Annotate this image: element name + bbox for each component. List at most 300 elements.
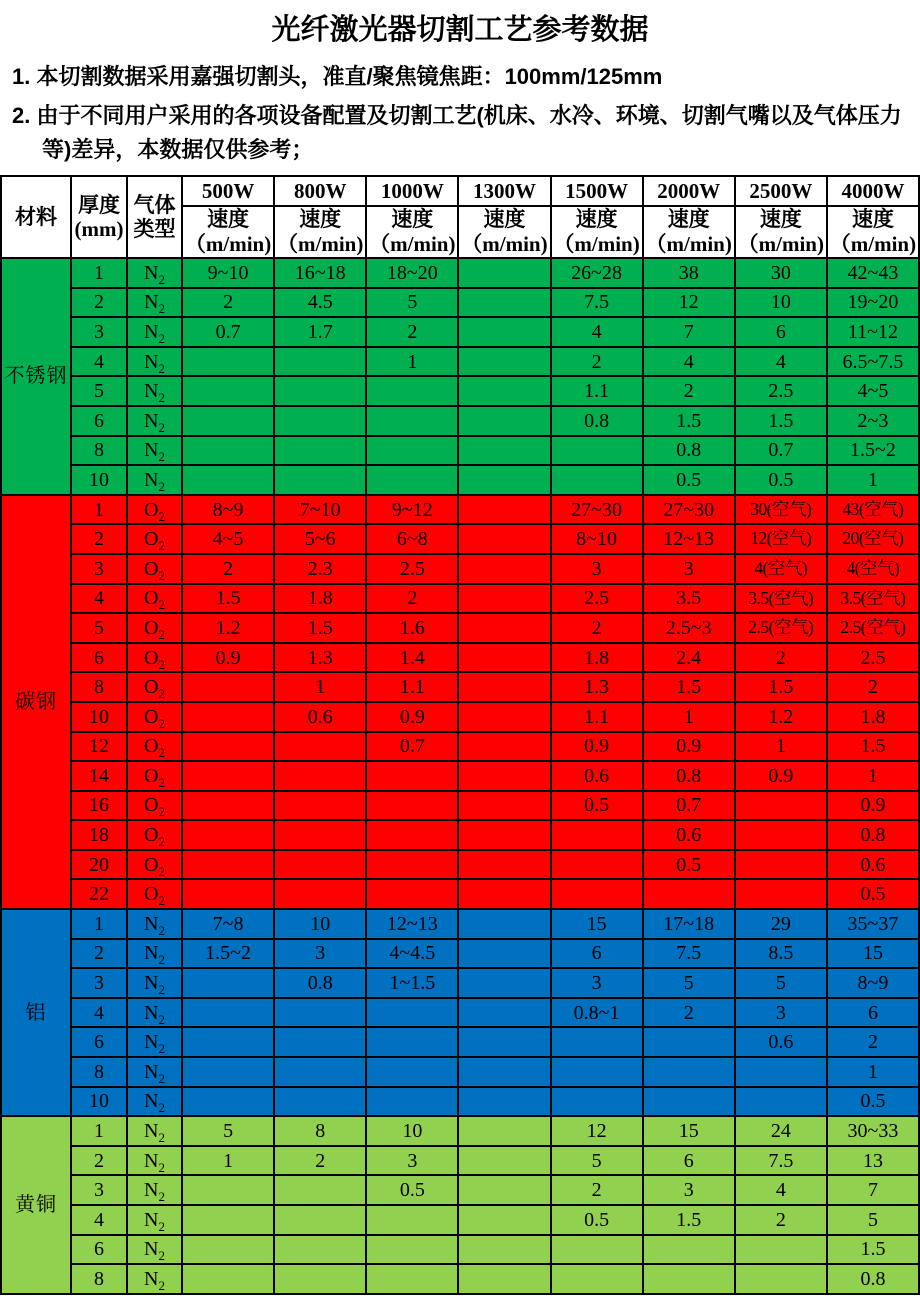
speed-cell: 1.7 — [274, 317, 366, 347]
thickness-cell: 1 — [71, 909, 127, 939]
note-item: 1. 本切割数据采用嘉强切割头，准直/聚焦镜焦距：100mm/125mm — [12, 64, 663, 89]
speed-cell: 0.6 — [827, 850, 919, 880]
material-cell: 黄铜 — [1, 1116, 71, 1294]
speed-cell: 0.8 — [551, 406, 643, 436]
speed-cell — [274, 1175, 366, 1205]
gas-cell: $O_2$ — [127, 850, 182, 880]
speed-cell — [551, 465, 643, 495]
speed-cell — [274, 820, 366, 850]
speed-cell: 17~18 — [643, 909, 735, 939]
speed-cell: 8~9 — [182, 495, 274, 525]
speed-cell — [458, 406, 550, 436]
speed-cell — [643, 1087, 735, 1117]
speed-cell: 2 — [274, 1146, 366, 1176]
speed-cell: 0.7 — [366, 732, 458, 762]
speed-cell: 9~10 — [182, 258, 274, 288]
speed-cell: 1 — [274, 672, 366, 702]
speed-cell — [551, 820, 643, 850]
table-row — [1, 1027, 919, 1057]
speed-cell: 5~6 — [274, 524, 366, 554]
table-row — [1, 909, 919, 939]
speed-cell — [458, 1116, 550, 1146]
speed-header: 速度 （m/min) — [182, 206, 274, 258]
gas-cell: $N_2$ — [127, 288, 182, 318]
speed-cell: 35~37 — [827, 909, 919, 939]
thickness-cell: 5 — [71, 613, 127, 643]
thickness-cell: 3 — [71, 317, 127, 347]
speed-cell: 0.6 — [643, 820, 735, 850]
gas-cell: $O_2$ — [127, 820, 182, 850]
speed-cell: 5 — [182, 1116, 274, 1146]
speed-cell: 30~33 — [827, 1116, 919, 1146]
speed-cell — [458, 939, 550, 969]
speed-cell: 0.5 — [827, 879, 919, 909]
speed-cell: 38 — [643, 258, 735, 288]
speed-cell: 3.5(空气) — [827, 584, 919, 614]
speed-cell — [458, 1235, 550, 1265]
speed-cell — [735, 820, 827, 850]
speed-cell — [458, 1027, 550, 1057]
speed-cell: 0.9 — [827, 791, 919, 821]
power-header-2000w: 2000W — [643, 176, 735, 206]
speed-cell: 1.2 — [182, 613, 274, 643]
speed-cell: 16~18 — [274, 258, 366, 288]
speed-header: 速度 （m/min) — [458, 206, 550, 258]
speed-cell — [182, 732, 274, 762]
speed-cell — [458, 879, 550, 909]
speed-cell — [274, 791, 366, 821]
speed-cell: 10 — [366, 1116, 458, 1146]
speed-cell — [551, 850, 643, 880]
speed-cell: 1.5 — [827, 732, 919, 762]
speed-cell — [458, 258, 550, 288]
thickness-cell: 6 — [71, 643, 127, 673]
table-row — [1, 761, 919, 791]
speed-cell: 6 — [735, 317, 827, 347]
speed-cell: 4~4.5 — [366, 939, 458, 969]
speed-cell: 1.6 — [366, 613, 458, 643]
speed-cell: 6 — [551, 939, 643, 969]
power-header-1500w: 1500W — [551, 176, 643, 206]
speed-cell: 1 — [827, 465, 919, 495]
speed-cell — [551, 1264, 643, 1294]
table-row — [1, 1175, 919, 1205]
speed-cell: 6.5~7.5 — [827, 347, 919, 377]
thickness-cell: 8 — [71, 436, 127, 466]
speed-cell — [458, 495, 550, 525]
speed-cell — [182, 968, 274, 998]
speed-cell: 0.5 — [366, 1175, 458, 1205]
speed-cell: 0.6 — [735, 1027, 827, 1057]
table-row — [1, 554, 919, 584]
speed-cell — [366, 850, 458, 880]
speed-cell — [458, 347, 550, 377]
speed-header: 速度 （m/min) — [643, 206, 735, 258]
speed-cell — [458, 702, 550, 732]
speed-cell: 42~43 — [827, 258, 919, 288]
speed-cell — [182, 702, 274, 732]
speed-cell — [366, 820, 458, 850]
speed-cell — [366, 998, 458, 1028]
speed-cell: 2 — [551, 1175, 643, 1205]
thickness-cell: 10 — [71, 1087, 127, 1117]
speed-cell: 4(空气) — [735, 554, 827, 584]
speed-cell — [551, 1027, 643, 1057]
speed-cell: 30 — [735, 258, 827, 288]
speed-cell — [182, 879, 274, 909]
thickness-cell: 18 — [71, 820, 127, 850]
speed-cell — [643, 879, 735, 909]
table-row — [1, 258, 919, 288]
thickness-cell: 2 — [71, 524, 127, 554]
speed-cell — [274, 1264, 366, 1294]
gas-cell: $N_2$ — [127, 1087, 182, 1117]
table-row — [1, 820, 919, 850]
speed-cell: 8~9 — [827, 968, 919, 998]
speed-cell: 12(空气) — [735, 524, 827, 554]
thickness-cell: 5 — [71, 376, 127, 406]
gas-cell: $O_2$ — [127, 732, 182, 762]
table-row — [1, 850, 919, 880]
speed-cell: 1~1.5 — [366, 968, 458, 998]
thickness-cell: 10 — [71, 702, 127, 732]
speed-cell: 1.5 — [827, 1235, 919, 1265]
gas-cell: $N_2$ — [127, 968, 182, 998]
speed-cell: 4~5 — [827, 376, 919, 406]
gas-cell: $O_2$ — [127, 495, 182, 525]
gas-cell: $N_2$ — [127, 998, 182, 1028]
thickness-cell: 4 — [71, 1205, 127, 1235]
speed-cell: 1.5 — [643, 1205, 735, 1235]
speed-cell: 6 — [827, 998, 919, 1028]
speed-cell: 9~12 — [366, 495, 458, 525]
speed-cell — [458, 850, 550, 880]
speed-cell: 7.5 — [551, 288, 643, 318]
gas-cell: $O_2$ — [127, 554, 182, 584]
speed-cell — [458, 584, 550, 614]
speed-cell — [643, 1057, 735, 1087]
gas-cell: $N_2$ — [127, 939, 182, 969]
speed-cell: 1.8 — [551, 643, 643, 673]
speed-cell: 43(空气) — [827, 495, 919, 525]
speed-cell — [182, 850, 274, 880]
table-row — [1, 1264, 919, 1294]
speed-cell: 5 — [551, 1146, 643, 1176]
speed-cell — [735, 879, 827, 909]
speed-cell: 2.5(空气) — [827, 613, 919, 643]
speed-cell: 1.5 — [735, 406, 827, 436]
speed-cell: 7.5 — [643, 939, 735, 969]
speed-cell — [366, 1027, 458, 1057]
speed-cell: 7.5 — [735, 1146, 827, 1176]
speed-cell: 0.5 — [551, 791, 643, 821]
table-row — [1, 879, 919, 909]
speed-cell: 2 — [827, 1027, 919, 1057]
gas-cell: $N_2$ — [127, 465, 182, 495]
speed-cell: 1.3 — [274, 643, 366, 673]
speed-cell: 7 — [827, 1175, 919, 1205]
speed-cell — [551, 436, 643, 466]
speed-cell: 12 — [551, 1116, 643, 1146]
table-row — [1, 288, 919, 318]
speed-cell: 3 — [735, 998, 827, 1028]
speed-cell: 24 — [735, 1116, 827, 1146]
gas-cell: $O_2$ — [127, 879, 182, 909]
gas-cell: $N_2$ — [127, 376, 182, 406]
speed-cell: 2~3 — [827, 406, 919, 436]
speed-cell: 1 — [827, 1057, 919, 1087]
speed-cell — [458, 968, 550, 998]
gas-cell: $O_2$ — [127, 672, 182, 702]
speed-cell: 1.5 — [182, 584, 274, 614]
speed-cell: 18~20 — [366, 258, 458, 288]
speed-cell — [458, 1264, 550, 1294]
speed-cell — [643, 1235, 735, 1265]
speed-cell — [458, 820, 550, 850]
speed-cell: 1.5 — [274, 613, 366, 643]
page-title: 光纤激光器切割工艺参考数据 — [271, 14, 649, 46]
power-header-4000w: 4000W — [827, 176, 919, 206]
speed-cell — [182, 406, 274, 436]
thickness-cell: 1 — [71, 258, 127, 288]
thickness-cell: 12 — [71, 732, 127, 762]
table-row — [1, 998, 919, 1028]
speed-cell — [458, 554, 550, 584]
speed-cell: 4 — [551, 317, 643, 347]
speed-cell — [182, 376, 274, 406]
speed-cell: 12~13 — [366, 909, 458, 939]
speed-cell — [458, 1205, 550, 1235]
speed-cell — [458, 524, 550, 554]
thickness-cell: 20 — [71, 850, 127, 880]
thickness-header: 厚度 (mm) — [71, 176, 127, 258]
speed-cell: 4 — [643, 347, 735, 377]
speed-header: 速度 （m/min) — [366, 206, 458, 258]
gas-cell: $O_2$ — [127, 643, 182, 673]
table-row — [1, 613, 919, 643]
speed-cell — [182, 761, 274, 791]
speed-cell: 1.1 — [366, 672, 458, 702]
speed-cell: 2.4 — [643, 643, 735, 673]
table-row — [1, 939, 919, 969]
speed-cell — [458, 465, 550, 495]
gas-cell: $N_2$ — [127, 1146, 182, 1176]
speed-cell: 12 — [643, 288, 735, 318]
speed-cell: 2 — [366, 317, 458, 347]
speed-cell — [274, 347, 366, 377]
speed-cell — [458, 613, 550, 643]
speed-cell — [735, 791, 827, 821]
speed-cell — [274, 761, 366, 791]
speed-cell: 0.6 — [551, 761, 643, 791]
table-row — [1, 791, 919, 821]
speed-cell: 1.4 — [366, 643, 458, 673]
speed-cell: 0.8 — [827, 1264, 919, 1294]
speed-cell — [458, 436, 550, 466]
speed-cell — [274, 465, 366, 495]
speed-cell: 2 — [182, 554, 274, 584]
speed-cell: 2 — [643, 376, 735, 406]
speed-cell — [182, 347, 274, 377]
thickness-cell: 3 — [71, 1175, 127, 1205]
gas-cell: $N_2$ — [127, 909, 182, 939]
speed-cell: 2 — [366, 584, 458, 614]
material-header: 材料 — [1, 176, 71, 258]
thickness-cell: 6 — [71, 1235, 127, 1265]
speed-cell: 1.5~2 — [827, 436, 919, 466]
gas-cell: $N_2$ — [127, 317, 182, 347]
speed-cell: 0.9 — [643, 732, 735, 762]
table-row — [1, 702, 919, 732]
speed-cell — [458, 672, 550, 702]
speed-cell: 12~13 — [643, 524, 735, 554]
speed-cell — [458, 288, 550, 318]
speed-cell: 3.5 — [643, 584, 735, 614]
speed-cell: 26~28 — [551, 258, 643, 288]
speed-cell: 2.3 — [274, 554, 366, 584]
speed-cell — [458, 909, 550, 939]
speed-cell — [274, 1087, 366, 1117]
speed-cell: 6 — [643, 1146, 735, 1176]
speed-cell — [366, 376, 458, 406]
gas-cell: $O_2$ — [127, 584, 182, 614]
speed-cell: 1 — [827, 761, 919, 791]
speed-cell — [735, 1264, 827, 1294]
speed-cell: 6~8 — [366, 524, 458, 554]
speed-cell: 4(空气) — [827, 554, 919, 584]
speed-cell: 0.9 — [551, 732, 643, 762]
speed-cell — [458, 998, 550, 1028]
speed-cell: 3 — [551, 554, 643, 584]
speed-cell: 4 — [735, 347, 827, 377]
thickness-cell: 8 — [71, 1057, 127, 1087]
material-cell: 铝 — [1, 909, 71, 1116]
speed-cell — [182, 1057, 274, 1087]
material-cell: 不锈钢 — [1, 258, 71, 495]
speed-cell — [182, 791, 274, 821]
speed-cell — [458, 732, 550, 762]
speed-cell: 1.8 — [274, 584, 366, 614]
speed-cell: 2 — [735, 1205, 827, 1235]
table-row — [1, 1057, 919, 1087]
speed-cell: 1.5~2 — [182, 939, 274, 969]
speed-cell — [366, 465, 458, 495]
table-row — [1, 495, 919, 525]
speed-cell: 27~30 — [551, 495, 643, 525]
thickness-cell: 8 — [71, 1264, 127, 1294]
note-item: 2. 由于不同用户采用的各项设备配置及切割工艺(机床、水冷、环境、切割气嘴以及气体压力等)差异，本数据仅供参考； — [12, 103, 902, 162]
speed-cell: 19~20 — [827, 288, 919, 318]
speed-cell: 0.5 — [735, 465, 827, 495]
gas-cell: $O_2$ — [127, 791, 182, 821]
table-row — [1, 465, 919, 495]
thickness-cell: 6 — [71, 1027, 127, 1057]
table-row — [1, 347, 919, 377]
speed-cell: 0.9 — [735, 761, 827, 791]
header-row-power — [1, 176, 919, 206]
speed-cell — [458, 1087, 550, 1117]
thickness-cell: 6 — [71, 406, 127, 436]
speed-cell — [274, 879, 366, 909]
speed-cell: 0.9 — [182, 643, 274, 673]
speed-cell: 2 — [551, 347, 643, 377]
speed-cell — [551, 1057, 643, 1087]
speed-cell: 2.5 — [366, 554, 458, 584]
speed-cell — [274, 406, 366, 436]
speed-cell: 2.5 — [735, 376, 827, 406]
speed-cell: 0.8~1 — [551, 998, 643, 1028]
speed-cell — [274, 1205, 366, 1235]
gas-cell: $N_2$ — [127, 1116, 182, 1146]
speed-cell — [182, 1027, 274, 1057]
speed-cell — [366, 791, 458, 821]
speed-cell: 1 — [182, 1146, 274, 1176]
speed-cell: 4~5 — [182, 524, 274, 554]
gas-cell: $N_2$ — [127, 258, 182, 288]
gas-cell: $N_2$ — [127, 1027, 182, 1057]
material-cell: 碳钢 — [1, 495, 71, 909]
speed-cell: 0.6 — [274, 702, 366, 732]
power-header-1000w: 1000W — [366, 176, 458, 206]
speed-cell — [366, 1205, 458, 1235]
table-row — [1, 643, 919, 673]
thickness-cell: 1 — [71, 1116, 127, 1146]
speed-cell — [182, 1087, 274, 1117]
power-header-800w: 800W — [274, 176, 366, 206]
speed-cell: 8 — [274, 1116, 366, 1146]
speed-cell: 0.8 — [643, 436, 735, 466]
gas-cell: $N_2$ — [127, 347, 182, 377]
speed-cell: 1 — [366, 347, 458, 377]
thickness-cell: 10 — [71, 465, 127, 495]
speed-cell: 2.5~3 — [643, 613, 735, 643]
table-row — [1, 317, 919, 347]
speed-cell — [274, 998, 366, 1028]
table-row — [1, 1205, 919, 1235]
table-row — [1, 672, 919, 702]
gas-cell: $N_2$ — [127, 1175, 182, 1205]
speed-cell: 3 — [551, 968, 643, 998]
speed-cell: 5 — [735, 968, 827, 998]
speed-cell: 1.2 — [735, 702, 827, 732]
speed-cell: 1.5 — [735, 672, 827, 702]
speed-header: 速度 （m/min) — [551, 206, 643, 258]
speed-cell — [458, 1057, 550, 1087]
speed-cell — [274, 1027, 366, 1057]
table-row — [1, 968, 919, 998]
gas-cell: $N_2$ — [127, 1057, 182, 1087]
speed-cell — [274, 1057, 366, 1087]
gas-cell: $N_2$ — [127, 1264, 182, 1294]
speed-cell — [274, 850, 366, 880]
thickness-cell: 2 — [71, 939, 127, 969]
gas-cell: $N_2$ — [127, 1235, 182, 1265]
speed-cell: 2 — [182, 288, 274, 318]
power-header-2500w: 2500W — [735, 176, 827, 206]
speed-cell: 0.7 — [182, 317, 274, 347]
speed-cell: 27~30 — [643, 495, 735, 525]
speed-cell — [735, 1235, 827, 1265]
speed-header: 速度 （m/min) — [274, 206, 366, 258]
thickness-cell: 2 — [71, 1146, 127, 1176]
speed-cell: 8.5 — [735, 939, 827, 969]
table-row — [1, 1146, 919, 1176]
speed-cell: 0.5 — [827, 1087, 919, 1117]
speed-cell: 7 — [643, 317, 735, 347]
speed-cell: 1.5 — [643, 672, 735, 702]
thickness-cell: 4 — [71, 347, 127, 377]
speed-cell: 2 — [551, 613, 643, 643]
